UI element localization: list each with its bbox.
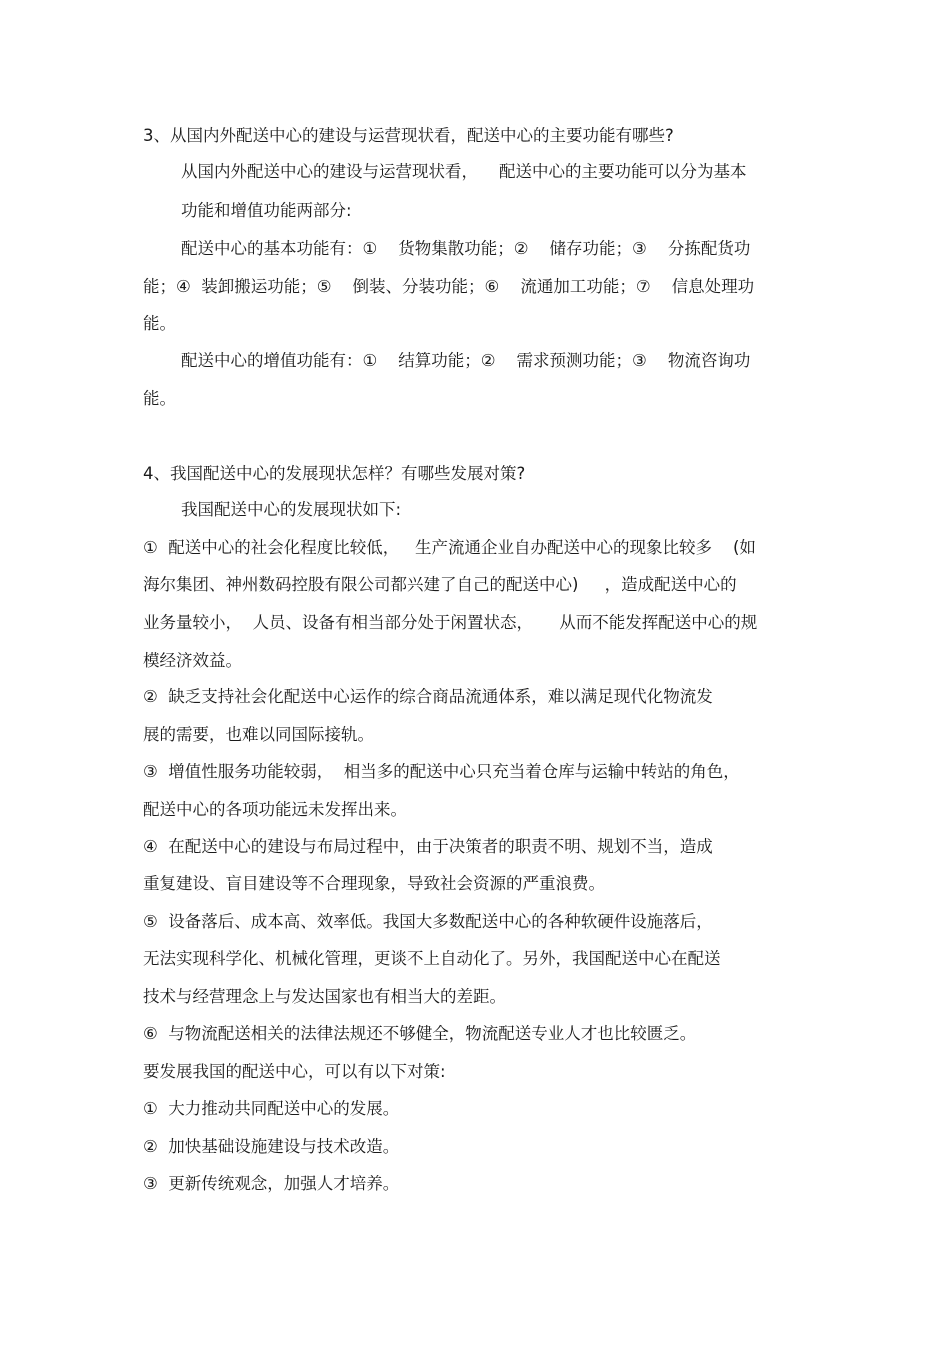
section4-line: ④ 在配送中心的建设与布局过程中，由于决策者的职责不明、规划不当，造成	[143, 837, 713, 856]
section4-line: ② 加快基础设施建设与技术改造。	[143, 1137, 400, 1156]
section4-line: 配送中心的各项功能远未发挥出来。	[143, 800, 407, 819]
section4-line: ③ 更新传统观念，加强人才培养。	[143, 1174, 400, 1193]
section3-line: 从国内外配送中心的建设与运营现状看， 配送中心的主要功能可以分为基本	[181, 162, 747, 181]
section3-line: 配送中心的增值功能有：① 结算功能；② 需求预测功能；③ 物流咨询功	[181, 351, 751, 370]
section4-intro: 我国配送中心的发展现状如下:	[181, 500, 402, 519]
section4-line: 海尔集团、神州数码控股有限公司都兴建了自己的配送中心) ，造成配送中心的	[143, 575, 737, 594]
section4-line: ② 缺乏支持社会化配送中心运作的综合商品流通体系，难以满足现代化物流发	[143, 687, 713, 706]
section4-line: ① 大力推动共同配送中心的发展。	[143, 1099, 400, 1118]
section4-line: 展的需要，也难以同国际接轨。	[143, 725, 374, 744]
section3-line: 配送中心的基本功能有：① 货物集散功能；② 储存功能；③ 分拣配货功	[181, 239, 751, 258]
section4-line: 模经济效益。	[143, 651, 242, 670]
section4-line: ⑤ 设备落后、成本高、效率低。我国大多数配送中心的各种软硬件设施落后，	[143, 912, 713, 931]
section3-line: 功能和增值功能两部分:	[181, 201, 352, 220]
section4-heading: 4、我国配送中心的发展现状怎样？有哪些发展对策?	[143, 464, 526, 483]
section3-line: 能；④ 装卸搬运功能；⑤ 倒装、分装功能；⑥ 流通加工功能；⑦ 信息处理功	[143, 277, 755, 296]
section3-line: 能。	[143, 389, 176, 408]
section4-line: 技术与经营理念上与发达国家也有相当大的差距。	[143, 987, 506, 1006]
section4-line: 无法实现科学化、机械化管理，更谈不上自动化了。另外，我国配送中心在配送	[143, 949, 721, 968]
section4-line: ⑥ 与物流配送相关的法律法规还不够健全，物流配送专业人才也比较匮乏。	[143, 1024, 697, 1043]
section4-line: 要发展我国的配送中心，可以有以下对策:	[143, 1062, 446, 1081]
section3-heading: 3、从国内外配送中心的建设与运营现状看，配送中心的主要功能有哪些?	[143, 126, 674, 145]
section3-line: 能。	[143, 314, 176, 333]
section4-line: 重复建设、盲目建设等不合理现象，导致社会资源的严重浪费。	[143, 874, 605, 893]
section4-line: ③ 增值性服务功能较弱， 相当多的配送中心只充当着仓库与运输中转站的角色，	[143, 762, 740, 781]
section4-line: 业务量较小， 人员、设备有相当部分处于闲置状态， 从而不能发挥配送中心的规	[143, 613, 758, 632]
section4-line: ① 配送中心的社会化程度比较低， 生产流通企业自办配送中心的现象比较多 (如	[143, 538, 756, 557]
